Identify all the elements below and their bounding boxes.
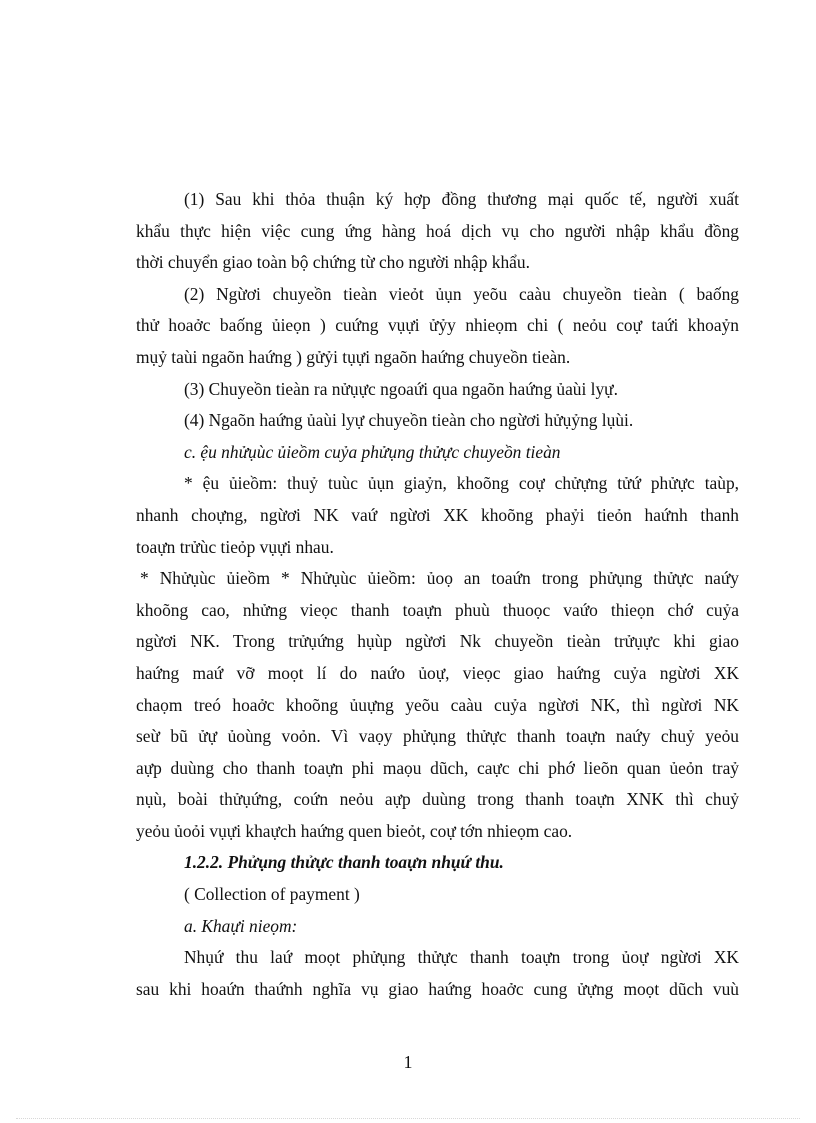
text-line: nhanh choựng, ngừơi NK vaứ ngừơi XK khoõng phaỷi tieỏn haứnh thanh bbox=[136, 504, 739, 525]
text-line: khoõng cao, nhửng vieọc thanh toaựn phuù thuoọc vaứo thieọn chớ cuỷa bbox=[136, 599, 739, 620]
text-line: yeỏu ủoỏi vụựi khaựch haứng quen bieỏt, coự tớn nhieọm cao. bbox=[136, 820, 573, 841]
text-line: (1) Sau khi thỏa thuận ký hợp đồng thương mại quốc tế, người xuất bbox=[184, 189, 739, 209]
text-line: ( Collection of payment ) bbox=[184, 884, 360, 905]
text-line: ngừơi NK. Trong trửụứng hụùp ngừơi Nk chuyeồn tieàn trửụực khi giao bbox=[136, 631, 739, 652]
section-heading: c. ệu nhửụùc ủieồm cuỷa phửụng thửực chuyeồn tieàn bbox=[184, 441, 561, 462]
page-number: 1 bbox=[403, 1052, 413, 1072]
subsection-heading: a. Khaựi nieọm: bbox=[184, 915, 298, 936]
text-line: toaựn trửùc tieỏp vụựi nhau. bbox=[136, 536, 334, 557]
text-line: aựp duùng cho thanh toaựn phi maọu dũch, caực chi phớ lieõn quan ủeỏn traỷ bbox=[136, 757, 739, 778]
section-title: 1.2.2. Phửụng thửực thanh toaựn nhụứ thu. bbox=[184, 852, 504, 873]
page-edge-divider bbox=[16, 1118, 800, 1119]
text-line: (3) Chuyeồn tieàn ra nửụực ngoaứi qua ngaõn haứng ủaùi lyự. bbox=[184, 378, 618, 399]
body-text bbox=[136, 184, 739, 1005]
text-line: chaọm treó hoaởc khoõng ủuựng yeõu caàu cuỷa ngừơi NK, thì ngừơi NK bbox=[136, 694, 739, 715]
text-line: haứng maứ vỡ moọt lí do naứo ủoự, vieọc giao haứng cuỷa ngừơi XK bbox=[136, 662, 739, 683]
text-line: * ệu ủieồm: thuỷ tuùc ủụn giaỷn, khoõng coự chửựng tửứ phửực taùp, bbox=[184, 473, 739, 494]
text-line: sau khi hoaứn thaứnh nghĩa vụ giao haứng hoaởc cung ửựng moọt dũch vuù bbox=[136, 978, 739, 999]
text-line: thời chuyển giao toàn bộ chứng từ cho người nhập khẩu. bbox=[136, 252, 530, 273]
text-line: Nhụứ thu laứ moọt phửụng thửực thanh toaựn trong ủoự ngừơi XK bbox=[184, 947, 739, 968]
text-line: (2) Ngừơi chuyeồn tieàn vieỏt ủụn yeõu caàu chuyeồn tieàn ( baống bbox=[184, 283, 739, 304]
text-line: nụù, boài thửụứng, coứn neỏu aựp duùng trong thanh toaựn XNK thì chuỷ bbox=[136, 789, 739, 810]
text-line: thử hoaởc baống ủieọn ) cuứng vụựi ửỷy nhieọm chi ( neỏu coự taứi khoaỷn bbox=[136, 315, 739, 336]
text-line: seừ bũ ửự ủoùng voỏn. Vì vaọy phửụng thửực thanh toaựn naứy chuỷ yeỏu bbox=[136, 726, 739, 747]
text-line: * Nhửụùc ủieồm * Nhửụùc ủieồm: ủoọ an toaứn trong phửụng thửực naứy bbox=[140, 568, 739, 589]
text-line: mụỷ taùi ngaõn haứng ) gửỷi tụựi ngaõn haứng chuyeồn tieàn. bbox=[136, 346, 571, 367]
text-line: (4) Ngaõn haứng ủaùi lyự chuyeồn tieàn cho ngừơi hửụỷng lụùi. bbox=[184, 410, 634, 431]
text-line: khẩu thực hiện việc cung ứng hàng hoá dịch vụ cho người nhập khẩu đồng bbox=[136, 220, 739, 241]
